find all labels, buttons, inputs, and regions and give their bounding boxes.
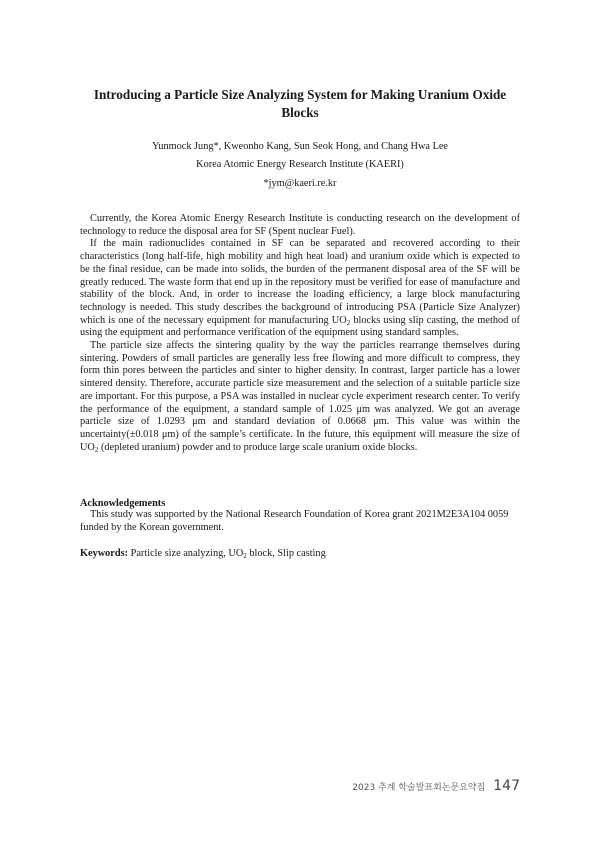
keywords-line — [80, 547, 520, 560]
acknowledgements-heading: Acknowledgements — [80, 498, 166, 509]
paragraph-2-text-b: blocks using slip casting, the method of using the equipment and performance verification of the equipment using standard samples. — [80, 314, 520, 339]
paragraph-3-text-a: The particle size affects the sintering quality by the way the particles rearrange themselves during sintering. Powders of small particles are generally less free flowing and more difficult to compress, they form thin pores between the particles and sinter to higher density. In contrast, larger particle has a lower sintered density. Therefore, accurate particle size measurement and the selection of a suitable particle size are important. For this purpose, a PSA was installed in nuclear cycle experiment research center. To verify the performance of the equipment, a standard sample of 1.025 μm was analyzed. We got an average particle size of 1.0293 μm and standard deviation of 0.0668 μm. This value was within the uncertainty(±0.018 μm) of the sample’s certificate. In the future, this equipment will measure the size of UO — [80, 340, 520, 453]
subscript-2: 2 — [94, 445, 99, 454]
keywords-text-b: block, Slip casting — [246, 548, 326, 559]
paragraph-1-text: Currently, the Korea Atomic Energy Research Institute is conducting research on the development of technology to reduce the disposal area for SF (Spent nuclear Fuel). — [80, 213, 520, 237]
paragraph-2 — [80, 238, 520, 340]
paragraph-1 — [80, 213, 520, 238]
subscript-2: 2 — [346, 318, 351, 327]
paragraph-3-text-b: (depleted uranium) powder and to produce large scale uranium oxide blocks. — [98, 441, 418, 453]
subscript-2: 2 — [243, 552, 247, 560]
page-footer — [352, 778, 520, 794]
acknowledgements-text: This study was supported by the National Research Foundation of Korea grant 2021M2E3A104 0059 funded by the Korean government. — [80, 509, 509, 533]
abstract-body — [80, 213, 520, 454]
acknowledgements-body — [80, 509, 520, 534]
paper-title: Introducing a Particle Size Analyzing System for Making Uranium Oxide Blocks — [93, 87, 507, 120]
affiliation: Korea Atomic Energy Research Institute (KAERI) — [196, 159, 404, 170]
keywords-label: Keywords: — [80, 548, 129, 559]
corresponding-email: *jym@kaeri.re.kr — [263, 178, 337, 189]
proceedings-title: 2023 추계 학술발표회논문요약집 — [352, 783, 486, 793]
keywords-text-a: Particle size analyzing, UO — [128, 548, 244, 559]
page-number: 147 — [493, 778, 520, 794]
paragraph-3 — [80, 340, 520, 454]
author-list: Yunmock Jung*, Kweonho Kang, Sun Seok Hong, and Chang Hwa Lee — [152, 141, 448, 152]
paragraph-2-text-a: If the main radionuclides contained in SF can be separated and recovered according to their characteristics (long half-life, high mobility and high heat load) and uranium oxide which is expected to be the final residue, can be made into solids, the burden of the permanent disposal area of the SF will be greatly reduced. The waste form that end up in the repository must be verified for ease of manufacture and stability of the block. And, in order to increase the loading efficiency, a large block manufacturing technology is needed. This study describes the background of introducing PSA (Particle Size Analyzer) which is one of the necessary equipment for manufacturing UO — [80, 238, 520, 326]
